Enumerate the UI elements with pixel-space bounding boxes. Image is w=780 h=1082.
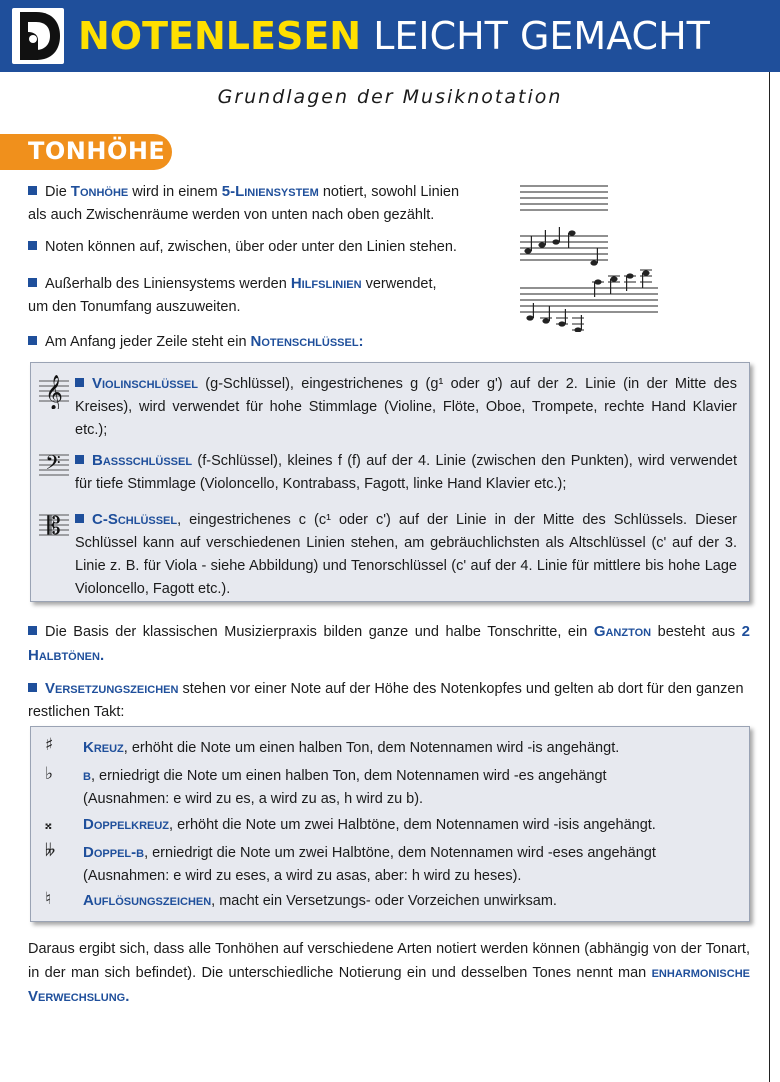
clef-bass-text: Bassschlüssel (f-Schlüssel), kleines f (f) auf der 4. Linie (zwischen den Punkten), wird verwendet für tiefe Stimmlage (Violoncello, Kontrabass, Fagott, linke Hand Klavier etc.); (75, 452, 737, 492)
logo-d-icon (12, 8, 64, 64)
c-clef-glyph: 𝄡 (47, 512, 61, 540)
conclusion-paragraph: Daraus ergibt sich, dass alle Tonhöhen auf verschiedene Arten notiert werden können (abhängig von der Tonart, in der man sich befindet). Die unterschiedliche Notierung ein und desselben Tones nennt man enharmonische Verwechslung. (28, 941, 750, 1005)
bullet-icon (28, 278, 37, 287)
intro-bullet-4: Am Anfang jeder Zeile steht ein Notenschlüssel: (28, 330, 508, 354)
term-doppelkreuz: Doppelkreuz (83, 816, 170, 833)
accidentals-box (30, 726, 750, 922)
term-enharmonische-verwechslung: enharmonische Verwechslung. (28, 964, 750, 1005)
basis-paragraph: Die Basis der klassischen Musizierpraxis bilden ganze und halbe Tonschritte, ein Ganzton besteht aus 2 Halbtönen. (28, 623, 751, 664)
term-doppel-b: Doppel-b (83, 844, 145, 861)
bullet-icon (28, 336, 37, 345)
intro-bullet-1: Die Tonhöhe wird in einem 5-Liniensystem notiert, sowohl Linien als auch Zwischenräume werden von unten nach oben gezählt. (28, 183, 460, 223)
double-sharp-icon: 𝄪 (45, 815, 52, 833)
term-bassschluessel: Bassschlüssel (92, 452, 193, 469)
staff-notes-illustration (520, 224, 610, 268)
bass-clef-icon (39, 449, 69, 481)
treble-clef-glyph: 𝄞 (45, 375, 63, 409)
header-bar (0, 0, 780, 72)
right-border (769, 72, 770, 1082)
term-versetzungszeichen: Versetzungszeichen (45, 680, 179, 697)
term-hilfslinien: Hilfslinien (290, 275, 362, 292)
intro-bullet-2: Noten können auf, zwischen, über oder unter den Linien stehen. (28, 236, 518, 259)
natural-icon: ♮ (45, 889, 52, 909)
staff-empty-illustration (520, 182, 610, 218)
publisher-logo (12, 8, 64, 64)
treble-clef-icon (39, 371, 69, 409)
double-flat-icon: 𝄫 (45, 841, 56, 861)
term-violinschluessel: Violinschlüssel (92, 375, 198, 392)
flat-icon: ♭ (45, 764, 54, 784)
clef-c-text: C-Schlüssel, eingestrichenes c (c¹ oder c') auf der Linie in der Mitte des Schlüssels. Dieser Schlüssel kann auf verschiedenen Linien stehen, am gebräuchlichsten als Altschlüssel (c' auf der 3. Linie z. B. für Viola - siehe Abbildung) und Tenorschlüssel (c' auf der 4. Linie für mittlere bis hohe Lage Violoncello, Fagott etc.). (75, 511, 737, 597)
subtitle: Grundlagen der Musiknotation (217, 86, 563, 108)
clef-violin-text: Violinschlüssel (g-Schlüssel), eingestrichenes g (g¹ oder g') auf der 2. Linie (in der Mitte des Kreises), wird verwendet für hohe Stimmlage (Violine, Flöte, Oboe, Trompete, rechte Hand Klavier etc.); (75, 375, 737, 438)
bullet-icon (75, 514, 84, 523)
bullet-icon (75, 378, 84, 387)
term-tonhoehe: Tonhöhe (70, 183, 129, 200)
page-title (78, 12, 710, 60)
accidental-natural-text: Auflösungszeichen, macht ein Versetzungs- oder Vorzeichen unwirksam. (83, 892, 557, 909)
section-heading (0, 134, 172, 170)
bullet-icon (75, 455, 84, 464)
bullet-icon (28, 186, 37, 195)
term-b: b (83, 767, 91, 784)
bass-clef-glyph: 𝄢 (45, 451, 61, 479)
bullet-icon (28, 683, 37, 692)
accidental-flat-text: b, erniedrigt die Note um einen halben Ton, dem Notennamen wird -es angehängt (Ausnahmen: e wird zu es, a wird zu as, h wird zu b). (83, 767, 607, 807)
staff-ledger-lines-illustration (520, 268, 660, 332)
title-light: LEICHT GEMACHT (373, 14, 710, 58)
clef-info-box (30, 362, 750, 602)
intro-bullet-3: Außerhalb des Liniensystems werden Hilfslinien verwendet, um den Tonumfang auszuweiten. (28, 275, 437, 315)
term-c-schluessel: C-Schlüssel (92, 511, 178, 528)
accidental-sharp-text: Kreuz, erhöht die Note um einen halben Ton, dem Notennamen wird -is angehängt. (83, 739, 620, 756)
title-bold: NOTENLESEN (78, 14, 362, 58)
accidentals-intro: Versetzungszeichen stehen vor einer Note auf der Höhe des Notenkopfes und gelten ab dort für den ganzen restlichen Takt: (28, 680, 744, 720)
section-label: TONHÖHE (28, 137, 166, 165)
term-5-liniensystem: 5-Liniensystem (221, 183, 319, 200)
term-notenschluessel: Notenschlüssel: (250, 333, 364, 350)
term-aufloesungszeichen: Auflösungszeichen (83, 892, 212, 909)
c-clef-icon (39, 509, 69, 541)
term-kreuz: Kreuz (83, 739, 124, 756)
bullet-icon (28, 626, 37, 635)
accidental-double-sharp-text: Doppelkreuz, erhöht die Note um zwei Halbtöne, dem Notennamen wird -isis angehängt. (83, 816, 656, 833)
bullet-icon (28, 241, 37, 250)
sharp-icon: ♯ (45, 735, 54, 755)
term-ganzton: Ganzton (593, 623, 652, 640)
term-2-halbtoene: 2 Halbtönen. (28, 623, 751, 664)
accidental-double-flat-text: Doppel-b, erniedrigt die Note um zwei Halbtöne, dem Notennamen wird -eses angehängt (Ausnahmen: e wird zu eses, a wird zu asas, aber: h wird zu heses). (83, 844, 656, 884)
